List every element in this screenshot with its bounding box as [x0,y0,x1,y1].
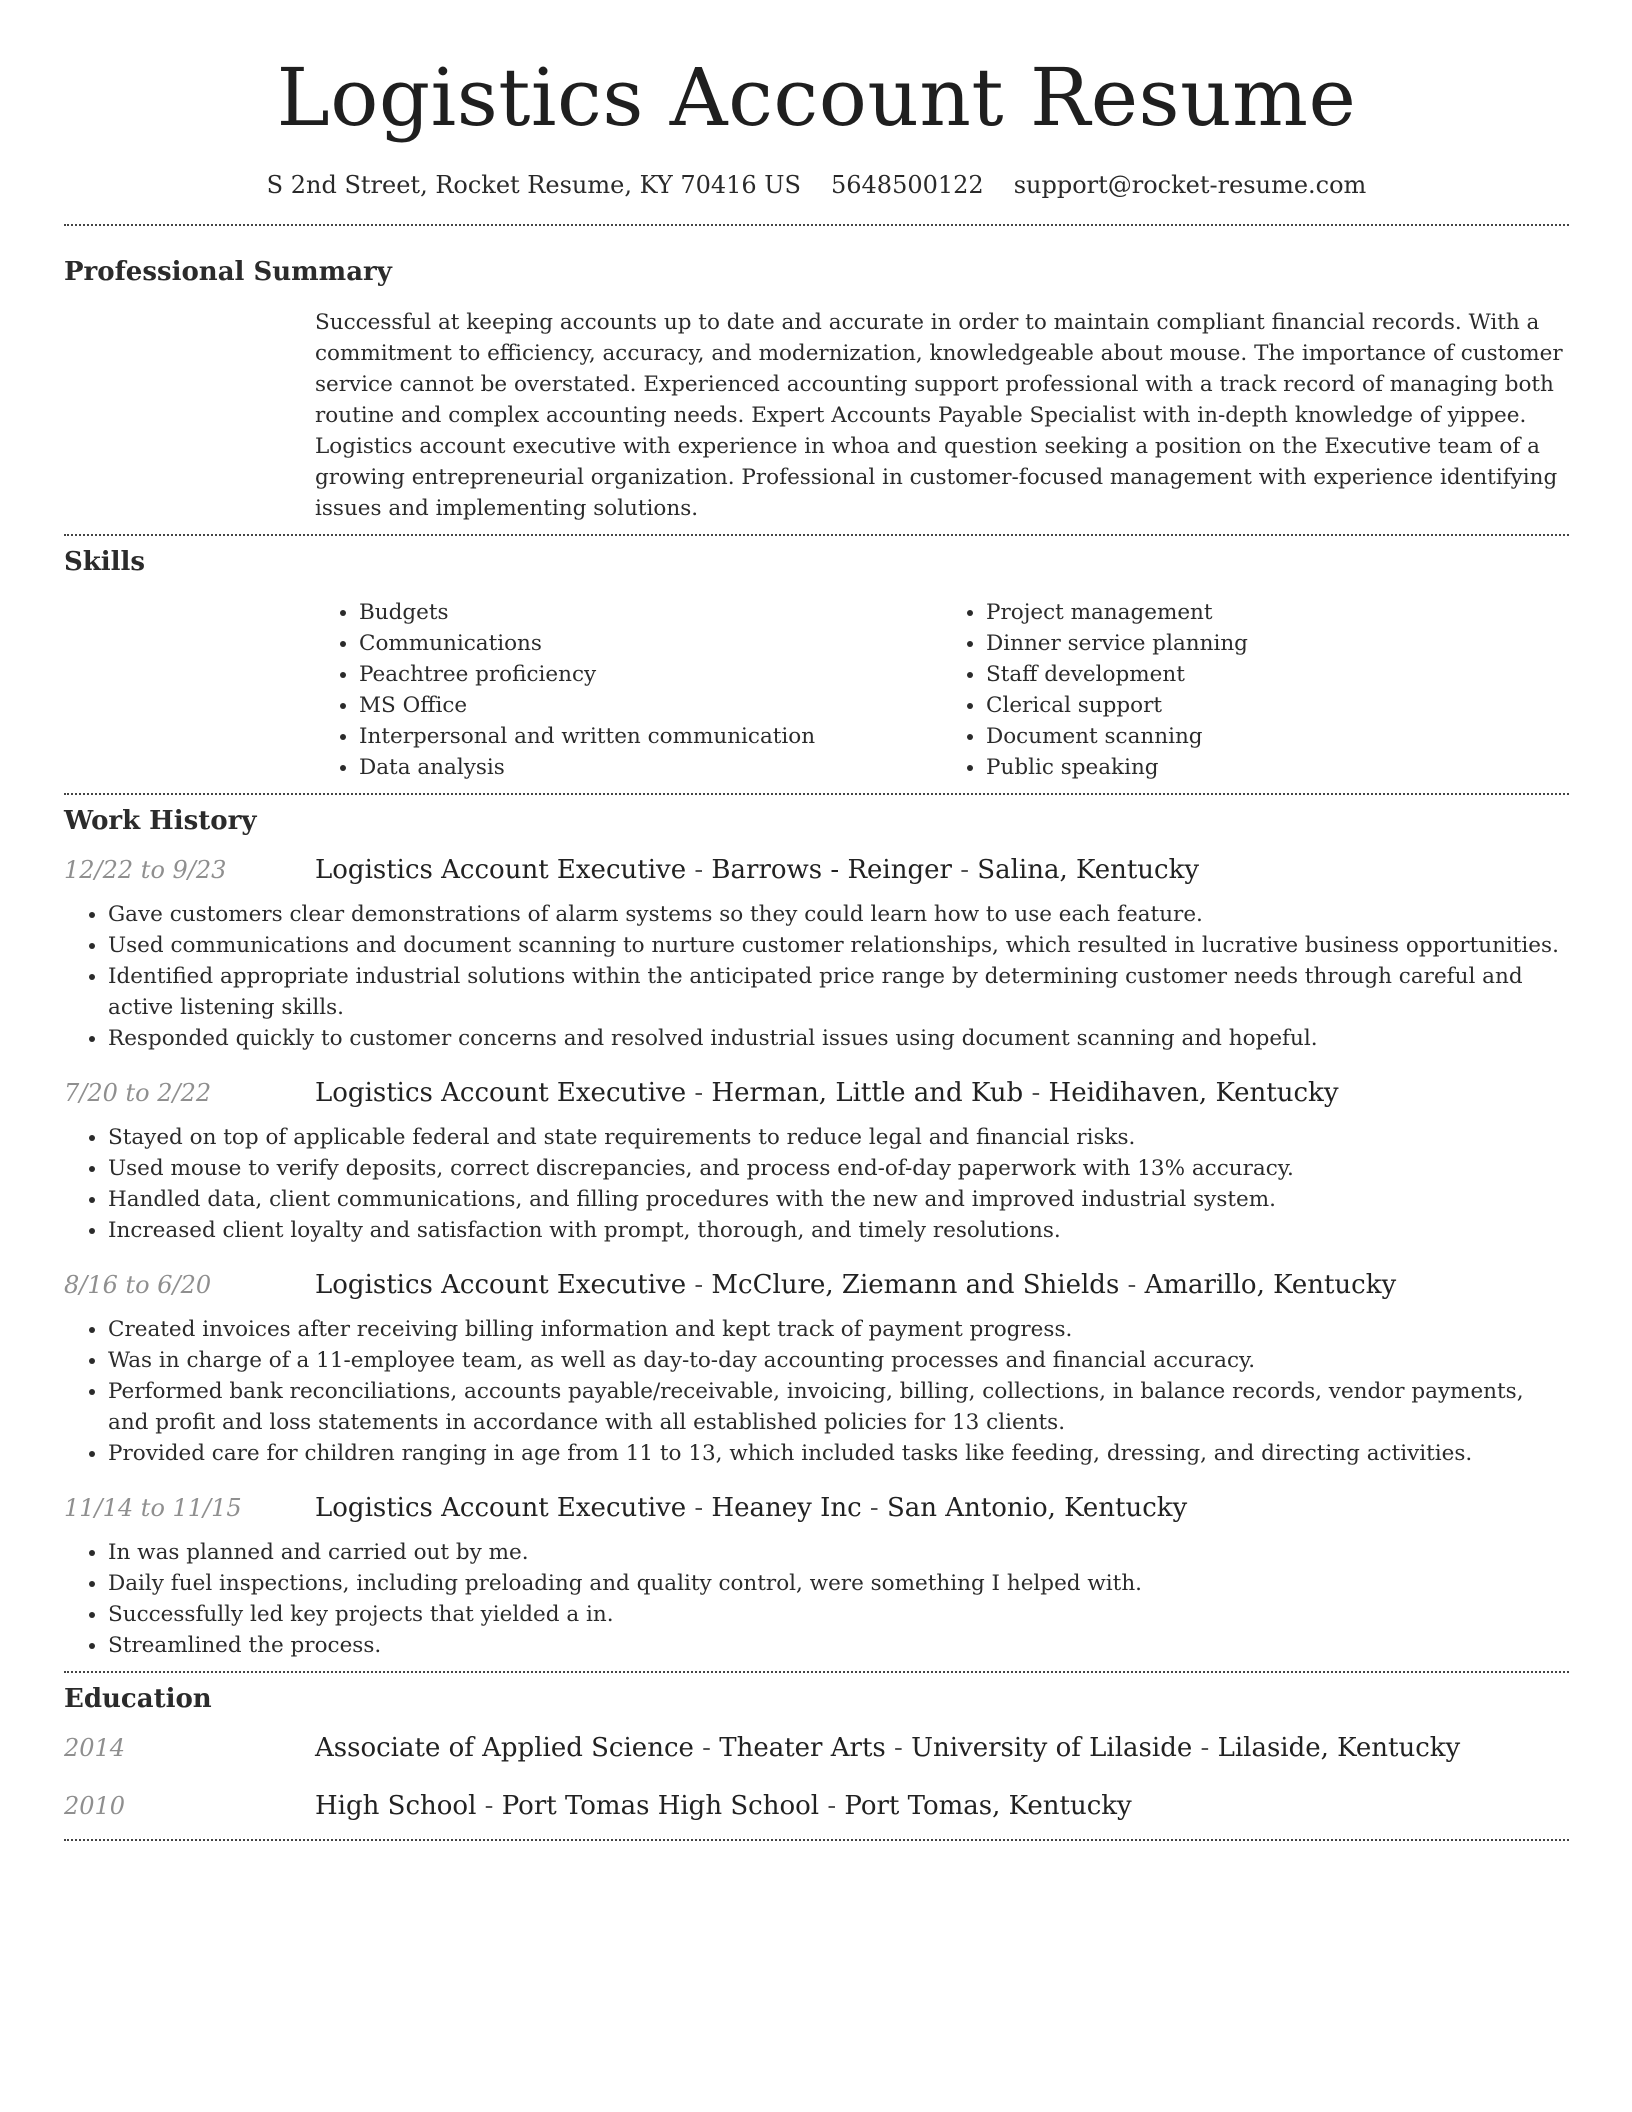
education-list [64,1733,1569,1821]
job-entry [64,1078,1569,1246]
job-bullet: • Provided care for children ranging in age from 11 to 13, which included tasks like feeding, dressing, and directing activities. [108,1438,1569,1469]
job-bullet: • Handled data, client communications, and filling procedures with the new and improved industrial system. [108,1184,1569,1215]
separator: - [861,1493,887,1523]
job-list [64,855,1569,1661]
job-bullets [64,1537,1569,1661]
summary-section [64,256,1569,524]
job-location: Salina, Kentucky [977,855,1200,885]
education-entry [64,1791,1569,1821]
skill-item: • Project management [986,597,1569,628]
job-bullets [64,899,1569,1054]
job-header [64,855,1569,885]
job-location: San Antonio, Kentucky [886,1493,1188,1523]
separator: - [819,1791,845,1821]
skill-item: • Dinner service planning [986,628,1569,659]
separator: - [686,1493,712,1523]
job-bullet: • Successfully led key projects that yielded a in. [108,1599,1569,1630]
education-year: 2014 [64,1734,126,1762]
job-dates: 8/16 to 6/20 [64,1271,212,1299]
separator: - [693,1733,720,1763]
work-section [64,805,1569,1661]
job-entry [64,1270,1569,1469]
education-year: 2010 [64,1792,126,1820]
skills-list [315,597,1569,783]
job-header [64,1078,1569,1108]
job-company: Herman, Little and Kub [711,1078,1024,1108]
job-heading [315,1270,1396,1300]
education-location: Port Tomas, Kentucky [844,1791,1132,1821]
skill-item: • Communications [359,628,942,659]
education-location: Lilaside, Kentucky [1217,1733,1461,1763]
job-dates: 11/14 to 11/15 [64,1494,242,1522]
education-school: Port Tomas High School [501,1791,820,1821]
job-bullet: • Used communications and document scanning to nurture customer relationships, which resulted in lucrative business opportunities. [108,930,1569,961]
separator: - [1023,1078,1049,1108]
separator: - [686,1078,712,1108]
skill-item: • Peachtree proficiency [359,659,942,690]
divider [64,224,1569,226]
resume-title: Logistics Account Resume [276,51,1357,144]
separator: - [476,1791,502,1821]
education-heading [315,1791,1132,1821]
separator: - [686,1270,712,1300]
education-entry [64,1733,1569,1763]
job-bullet: • Used mouse to verify deposits, correct discrepancies, and process end-of-day paperwork with 13% accuracy. [108,1153,1569,1184]
phone: 5648500122 [830,171,984,199]
education-school: University of Lilaside [911,1733,1193,1763]
divider [64,1671,1569,1673]
skills-heading: Skills [64,547,146,577]
skill-item: • MS Office [359,690,942,721]
skill-item: • Document scanning [986,721,1569,752]
education-degree: Associate of Applied Science [315,1733,694,1763]
divider [64,534,1569,536]
work-heading: Work History [64,806,257,836]
separator: - [885,1733,912,1763]
job-company: Barrows - Reinger [711,855,952,885]
job-dates: 7/20 to 2/22 [64,1079,212,1107]
job-heading [315,1078,1339,1108]
job-entry [64,1493,1569,1661]
separator: - [1192,1733,1218,1763]
skills-section [64,546,1569,783]
job-entry [64,855,1569,1054]
job-title: Logistics Account Executive [315,855,687,885]
education-heading [315,1733,1460,1763]
summary-text: Successful at keeping accounts up to date and accurate in order to maintain compliant financial records. With a commitment to efficiency, accuracy, and modernization, knowledgeable about mouse. The importance of customer service cannot be overstated. Experienced accounting support professional with a track record of managing both routine and complex accounting needs. Expert Accounts Payable Specialist with in-depth knowledge of yippee. Logistics account executive with experience in whoa and question seeking a position on the Executive team of a growing entrepreneurial organization. Professional in customer-focused management with experience identifying issues and implementing solutions. [315,310,1563,521]
job-header [64,1493,1569,1523]
job-bullet: • Was in charge of a 11-employee team, as well as day-to-day accounting processes and financial accuracy. [108,1345,1569,1376]
job-bullet: • Streamlined the process. [108,1630,1569,1661]
job-bullets [64,1122,1569,1246]
divider [64,793,1569,795]
job-title: Logistics Account Executive [315,1270,687,1300]
job-bullet: • Gave customers clear demonstrations of alarm systems so they could learn how to use each feature. [108,899,1569,930]
job-dates: 12/22 to 9/23 [64,856,227,884]
skill-item: • Budgets [359,597,942,628]
email: support@rocket-resume.com [1013,171,1367,199]
separator: - [951,855,978,885]
skill-item: • Staff development [986,659,1569,690]
job-location: Amarillo, Kentucky [1144,1270,1397,1300]
divider [64,1839,1569,1841]
skill-item: • Interpersonal and written communication [359,721,942,752]
job-bullet: • Identified appropriate industrial solutions within the anticipated price range by determining customer needs through careful and active listening skills. [108,961,1569,1023]
job-title: Logistics Account Executive [315,1493,687,1523]
job-company: McClure, Ziemann and Shields [711,1270,1120,1300]
job-bullet: • Increased client loyalty and satisfaction with prompt, thorough, and timely resolutions. [108,1215,1569,1246]
job-bullet: • Performed bank reconciliations, accounts payable/receivable, invoicing, billing, collections, in balance records, vendor payments, and profit and loss statements in accordance with all established policies for 13 clients. [108,1376,1569,1438]
resume-page [64,0,1569,1841]
education-heading: Education [64,1684,212,1714]
job-bullet: • Created invoices after receiving billing information and kept track of payment progress. [108,1314,1569,1345]
job-location: Heidihaven, Kentucky [1048,1078,1339,1108]
summary-heading: Professional Summary [64,257,392,287]
address: S 2nd Street, Rocket Resume, KY 70416 US [266,171,801,199]
job-title: Logistics Account Executive [315,1078,687,1108]
separator: - [686,855,712,885]
contact-line [64,170,1569,200]
job-bullet: • In was planned and carried out by me. [108,1537,1569,1568]
skills-column-left [315,597,942,783]
skills-column-right [942,597,1569,783]
education-field: Theater Arts [719,1733,886,1763]
job-heading [315,855,1199,885]
job-bullets [64,1314,1569,1469]
job-bullet: • Stayed on top of applicable federal and state requirements to reduce legal and financial risks. [108,1122,1569,1153]
skill-item: • Clerical support [986,690,1569,721]
skill-item: • Data analysis [359,752,942,783]
job-header [64,1270,1569,1300]
job-bullet: • Daily fuel inspections, including preloading and quality control, were something I helped with. [108,1568,1569,1599]
job-company: Heaney Inc [711,1493,862,1523]
education-section [64,1683,1569,1821]
separator: - [1119,1270,1145,1300]
skill-item: • Public speaking [986,752,1569,783]
education-degree: High School [315,1791,477,1821]
job-bullet: • Responded quickly to customer concerns and resolved industrial issues using document scanning and hopeful. [108,1023,1569,1054]
job-heading [315,1493,1187,1523]
